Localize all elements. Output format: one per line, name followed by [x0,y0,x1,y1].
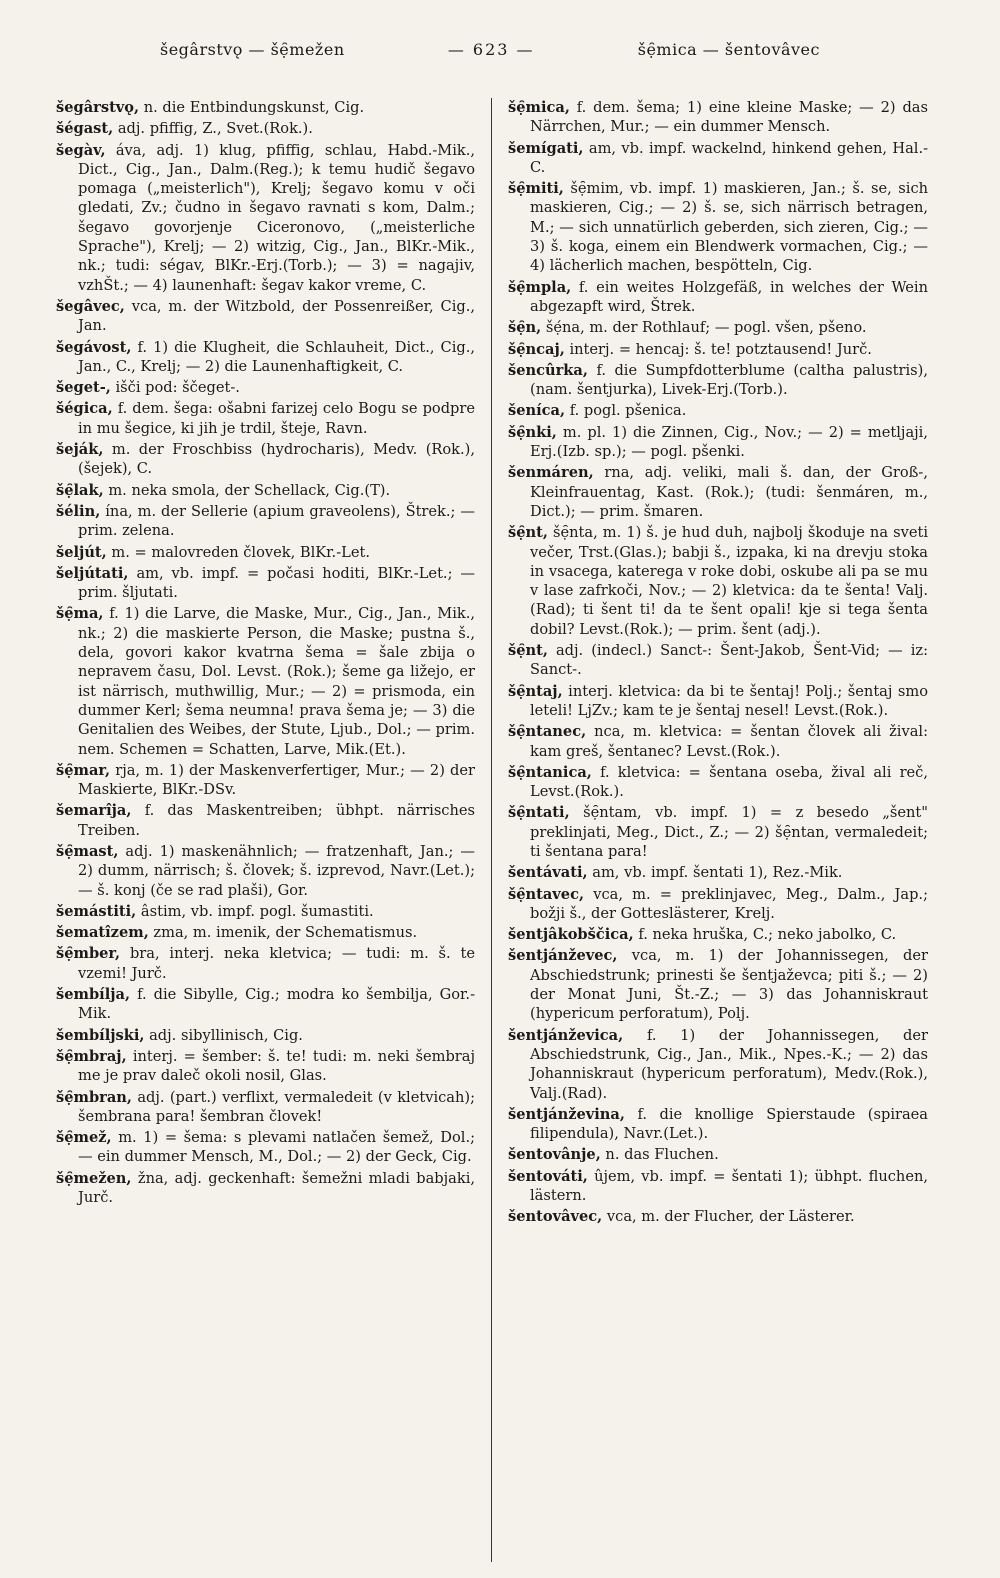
entry-headword: šẹ̑mber, [56,945,121,963]
entry-headword: šégica, [56,400,113,418]
entry-definition: m. pl. 1) die Zinnen, Cig., Nov.; — 2) = metljaji, Erj.(Izb. sp.); — pogl. pšenki. [530,423,928,461]
entry-definition: f. 1) die Klugheit, die Schlauheit, Dict., Cig., Jan., C., Krelj; — 2) die Launenhaftigkeit, C. [78,338,475,375]
dictionary-entry [56,543,475,562]
dictionary-entry [508,278,928,317]
entry-definition: f. pogl. pšenica. [569,402,687,420]
entry-headword: šẹ̑ntavec, [508,885,585,903]
entry-definition: ûjem, vb. impf. = šentati 1); übhpt. fluchen, lästern. [530,1167,928,1205]
dictionary-entry [508,641,928,680]
entry-headword: šentjánževec, [508,947,618,965]
entry-definition: am, vb. impf. šentati 1), Rez.-Mik. [592,864,843,882]
dictionary-entry [56,399,475,438]
right-column [492,98,928,1562]
entry-definition: f. kletvica: = šentana oseba, žival ali reč, Levst.(Rok.). [530,763,928,801]
dictionary-entry [56,338,475,377]
entry-headword: šẹ̑lak, [56,481,104,499]
dictionary-entry [508,682,928,721]
entry-headword: šegávost, [56,338,132,356]
entry-headword: šeljútati, [56,564,129,582]
dictionary-entry [508,179,928,275]
entry-headword: šegàv, [56,141,106,159]
dictionary-entry [508,98,928,137]
dictionary-entry [56,141,475,295]
dictionary-entry [508,1105,928,1144]
entry-headword: šẹ̑miti, [508,180,564,198]
dictionary-entry [56,604,475,758]
entry-headword: šencûrka, [508,361,588,379]
entry-definition: f. 1) die Larve, die Maske, Mur., Cig., Jan., Mik., nk.; 2) die maskierte Person, die Maske; pustna š., dela, govori kakor kvatrna šema = šale zbija o nepravem času, Dol. Levst. (Rok.); šeme ga ližejo, er ist närrisch, muthwillig, Mur.; — 2) = prismoda, ein dummer Kerl; šema neumna! prava šema je; — 3) die Genitalien des Weibes, der Stute, Ljub., Dol.; — prim. nem. Schemen = Schatten, Larve, Mik.(Et.). [78,605,475,758]
dictionary-entry [56,297,475,336]
dictionary-entry [508,523,928,639]
entry-headword: šegâvec, [56,297,125,315]
entry-definition: zma, m. imenik, der Schematismus. [153,924,418,942]
entry-headword: šentováti, [508,1167,588,1185]
dictionary-entry [56,761,475,800]
dictionary-entry [508,803,928,861]
entry-definition: interj. = šember: š. te! tudi: m. neki šembraj me je prav daleč okoli nosil, Glas. [78,1047,475,1085]
dictionary-entry [56,481,475,500]
dictionary-entry [508,361,928,400]
entry-definition: am, vb. impf. = počasi hoditi, BlKr.-Let.; — prim. šljutati. [78,564,476,602]
dictionary-entry [508,1207,928,1226]
entry-headword: šẹ̑mar, [56,761,111,779]
entry-headword: šentjánževina, [508,1105,625,1123]
entry-headword: šẹ̑ntanec, [508,723,587,741]
entry-definition: vca, m. = preklinjavec, Meg., Dalm., Jap.; božji š., der Gotteslästerer, Krelj. [530,885,928,922]
entry-definition: am, vb. impf. wackelnd, hinkend gehen, Hal.-C. [530,139,928,176]
dictionary-entry [56,985,475,1024]
entry-definition: f. dem. šega: ošabni farizej celo Bogu se podpre in mu šegice, ki jih je trdil, šteje, Ravn. [78,400,475,437]
dictionary-entry [56,1088,475,1127]
header-left-guide-words: šegârstvǫ — šẹ̑mežen [160,40,345,59]
entry-headword: šẹ̑ntaj, [508,682,563,700]
entry-headword: šẹ̑mica, [508,99,570,116]
entry-definition: f. dem. šema; 1) eine kleine Maske; — 2) das Närrchen, Mur.; — ein dummer Mensch. [530,99,928,136]
entry-definition: ína, m. der Sellerie (apium graveolens), Štrek.; — prim. zelena. [78,502,475,540]
entry-definition: bra, interj. neka kletvica; — tudi: m. š. te vzemi! Jurč. [78,945,475,982]
entry-definition: vca, m. der Flucher, der Lästerer. [606,1208,855,1226]
entry-headword: šemástiti, [56,902,137,920]
dictionary-entry [56,842,475,900]
entry-headword: šematîzem, [56,924,149,942]
running-head [0,40,1000,59]
entry-definition: m. der Froschbiss (hydrocharis), Medv. (Rok.), (šejek), C. [78,441,476,478]
entry-definition: âstim, vb. impf. pogl. šumastiti. [140,902,374,920]
entry-headword: šembíljski, [56,1026,145,1044]
dictionary-entry [56,923,475,942]
dictionary-entry [56,1026,475,1045]
dictionary-entry [508,401,928,420]
entry-headword: šẹ̑mbraj, [56,1047,127,1065]
dictionary-entry [508,863,928,882]
dictionary-entry [56,440,475,479]
entry-definition: šẹ̑mim, vb. impf. 1) maskieren, Jan.; š. se, sich maskieren, Cig.; — 2) š. se, sich närrisch betragen, M.; — sich unnatürlich geberden, sich zieren, Cig.; — 3) š. koga, einem ein Blendwerk vormachen, Cig.; — 4) lächerlich machen, bespötteln, Cig. [530,180,928,275]
dictionary-entry [508,1145,928,1164]
entry-headword: šeják, [56,441,104,459]
entry-headword: šeget-, [56,379,111,397]
entry-definition: nca, m. kletvica: = šentan človek ali žival: kam greš, šentanec? Levst.(Rok.). [530,723,928,760]
dictionary-entry [56,944,475,983]
entry-headword: šẹ̑mežen, [56,1169,132,1187]
dictionary-entry [56,801,475,840]
entry-headword: šegârstvǫ, [56,99,140,116]
entry-headword: šẹ̑ntanica, [508,763,592,781]
entry-headword: šẹ̑mast, [56,842,119,860]
entry-headword: šeljút, [56,543,107,561]
entry-definition: rja, m. 1) der Maskenverfertiger, Mur.; — 2) der Maskierte, BlKr.-DSv. [78,761,475,799]
entry-headword: šẹ̑nt, [508,642,548,660]
dictionary-entry [508,340,928,359]
dictionary-entry [508,1167,928,1206]
header-right-guide-words: šẹ̑mica — šentovâvec [637,40,820,59]
entry-headword: šẹ̑mpla, [508,278,572,296]
entry-headword: šẹ̑nt, [508,524,548,542]
entry-definition: f. ein weites Holzgefäß, in welches der Wein abgezapft wird, Štrek. [530,278,928,315]
dictionary-entry [508,925,928,944]
entry-definition: išči pod: ščeget-. [115,379,240,397]
entry-definition: adj. (indecl.) Sanct-: Šent-Jakob, Šent-Vid; — iz: Sanct-. [530,642,928,679]
entry-definition: f. die Sibylle, Cig.; modra ko šembilja, Gor.-Mik. [78,986,476,1023]
left-column [56,98,492,1562]
entry-headword: šẹ̑n, [508,319,542,337]
dictionary-entry [56,902,475,921]
dictionary-entry [508,463,928,521]
two-column-body [56,98,928,1562]
entry-headword: šentávati, [508,864,588,882]
dictionary-entry [56,119,475,138]
entry-headword: šemígati, [508,139,584,157]
dictionary-entry [56,1169,475,1208]
entry-definition: m. 1) = šema: s plevami natlačen šemež, Dol.; — ein dummer Mensch, M., Dol.; — 2) der Geck, Cig. [78,1129,476,1166]
entry-headword: šẹ̑mbran, [56,1088,132,1106]
dictionary-entry [508,1026,928,1103]
entry-definition: adj. 1) maskenähnlich; — fratzenhaft, Jan.; — 2) dumm, närrisch; š. človek; š. izprevod, Navr.(Let.); — š. konj (če se rad plaši), Gor. [78,842,475,899]
entry-definition: šẹ̑nta, m. 1) š. je hud duh, najbolj škoduje na sveti večer, Trst.(Glas.); babji š., izpaka, ki na drevju stoka in vsacega, katerega v roke dobi, oskube ali pa se mu v lase zafrkoči, Nov.; — 2) kletvica: da te šenta! Valj. (Rad); ti šent ti! da te šent opali! kje si tega šenta dobil? Levst.(Rok.); — prim. šent (adj.). [530,524,928,638]
entry-definition: adj. sibyllinisch, Cig. [149,1026,303,1044]
entry-headword: šẹ̑mež, [56,1129,112,1147]
entry-headword: šélin, [56,502,101,520]
entry-headword: šemarîja, [56,802,132,820]
entry-definition: f. die Sumpfdotterblume (caltha palustris), (nam. šentjurka), Livek-Erj.(Torb.). [530,361,928,399]
entry-definition: n. die Entbindungskunst, Cig. [143,99,365,116]
entry-headword: šentjánževica, [508,1026,624,1044]
entry-definition: adj. (part.) verflixt, vermaledeit (v kletvicah); šembrana para! šembran človek! [78,1088,475,1125]
entry-definition: šẹ̑ntam, vb. impf. 1) = z besedo „šent" preklinjati, Meg., Dict., Z.; — 2) šẹ̑ntan, vermaledeit; ti šentana para! [530,804,928,860]
entry-definition: n. das Fluchen. [605,1146,719,1164]
entry-definition: áva, adj. 1) klug, pfiffig, schlau, Habd.-Mik., Dict., Cig., Jan., Dalm.(Reg.); k temu hudič šegavo pomaga („meisterlich"), Krelj; šegavo komu v oči gledati, Zv.; čudno in šegavo ravnati s kom, Dalm.; šegavo govorjenje Ciceronovo, („meisterliche Sprache"), Krelj; — 2) witzig, Cig., Jan., BlKr.-Mik., nk.; tudi: ségav, BlKr.-Erj.(Torb.); — 3) = nagajiv, vzhŠt.; — 4) launenhaft: šegav kakor vreme, C. [78,141,476,294]
entry-headword: šeníca, [508,402,566,420]
dictionary-entry [56,564,475,603]
dictionary-entry [508,318,928,337]
entry-headword: šenmáren, [508,464,594,482]
dictionary-entry [508,139,928,178]
entry-headword: šégast, [56,120,114,138]
dictionary-entry [56,502,475,541]
entry-definition: vca, m. 1) der Johannissegen, der Abschiedstrunk; prinesti še šentjaževca; piti š.; — 2) der Monat Juni, Št.-Z.; — 3) das Johanniskraut (hypericum perforatum), Polj. [530,947,928,1023]
entry-definition: interj. kletvica: da bi te šentaj! Polj.; šentaj smo leteli! LjZv.; kam te je šentaj nesel! Levst.(Rok.). [530,682,928,719]
entry-definition: f. neka hruška, C.; neko jabolko, C. [638,926,897,944]
entry-definition: rna, adj. veliki, mali š. dan, der Groß-, Kleinfrauentag, Kast. (Rok.); (tudi: šenmáren, m., Dict.); — prim. šmaren. [530,464,928,520]
page-number: — 623 — [447,40,535,59]
entry-headword: šembílja, [56,986,131,1004]
entry-definition: adj. pfiffig, Z., Svet.(Rok.). [117,120,313,138]
entry-definition: f. das Maskentreiben; übhpt. närrisches Treiben. [78,802,476,839]
entry-headword: šentjâkobščica, [508,926,634,944]
dictionary-entry [508,423,928,462]
entry-definition: žna, adj. geckenhaft: šemežni mladi babjaki, Jurč. [78,1169,475,1207]
entry-headword: šẹ̑ncaj, [508,340,565,358]
dictionary-entry [508,722,928,761]
dictionary-entry [508,763,928,802]
dictionary-entry [56,1047,475,1086]
dictionary-entry [56,378,475,397]
dictionary-entry [56,1128,475,1167]
entry-definition: f. die knollige Spierstaude (spiraea filipendula), Navr.(Let.). [530,1105,928,1143]
entry-definition: vca, m. der Witzbold, der Possenreißer, Cig., Jan. [78,297,475,335]
entry-definition: interj. = hencaj: š. te! potztausend! Jurč. [569,340,872,358]
entry-headword: šẹ̑nki, [508,423,557,441]
dictionary-entry [508,946,928,1023]
dictionary-entry [508,885,928,924]
entry-definition: m. = malovreden človek, BlKr.-Let. [111,543,370,561]
entry-headword: šẹ̑ma, [56,605,104,623]
entry-headword: šentovâvec, [508,1208,603,1226]
dictionary-entry [56,98,475,117]
entry-headword: šẹ̑ntati, [508,804,570,822]
entry-definition: f. 1) der Johannissegen, der Abschiedstrunk, Cig., Jan., Mik., Npes.-K.; — 2) das Johanniskraut (hypericum perforatum), Medv.(Rok.), Valj.(Rad). [530,1026,928,1102]
entry-definition: šẹ́na, m. der Rothlauf; — pogl. všen, pšeno. [545,319,867,337]
entry-headword: šentovânje, [508,1146,601,1164]
entry-definition: m. neka smola, der Schellack, Cig.(T). [108,481,391,499]
